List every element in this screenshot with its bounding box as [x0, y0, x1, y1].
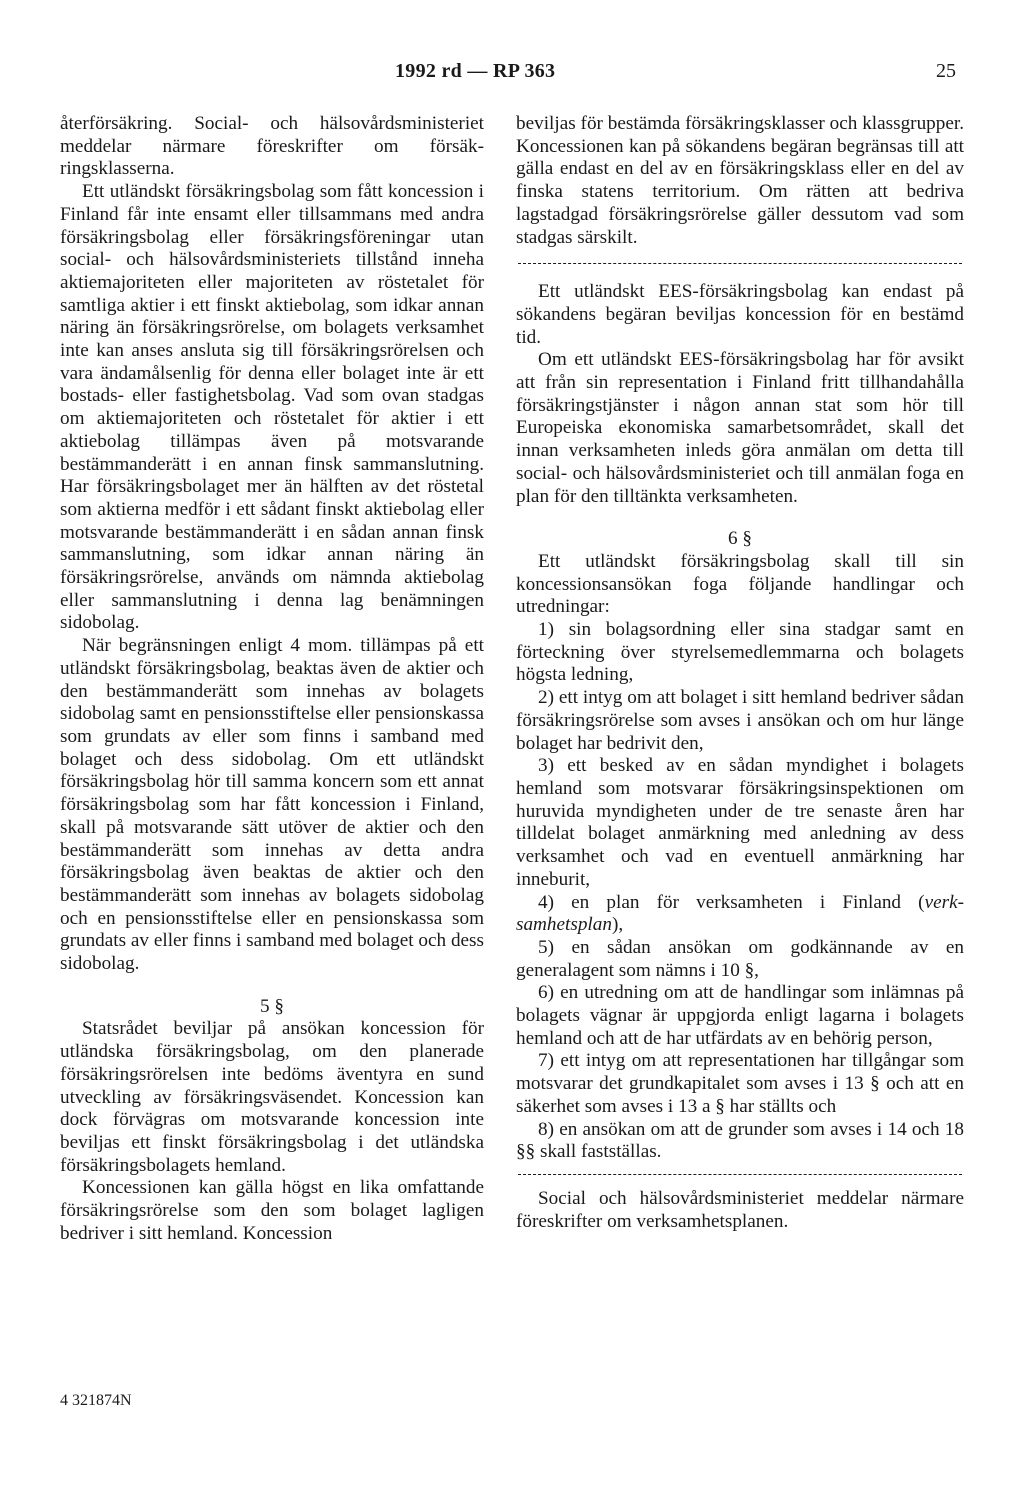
paragraph: När begränsningen enligt 4 mom. tillämpas på ett utländskt försäkringsbolag, beaktas även de aktier och den bestämmanderätt som innehas av bolagets sidobolag samt en pensionsstiftelse eller pensionskassa som grundats av eller som finns i samband med bolaget och dess sidobolag. Om ett utländskt försäkringsbolag hör till samma koncern som ett annat försäkringsbolag som har fått koncession i Finland, skall på motsvarande sätt utöver de aktier och den bestämmanderätt som innehas av detta andra försäkringsbolag även beaktas de aktier och den bestämmanderätt som innehas av bolagets sidobolag och en pensionsstiftelse eller en pensionskassa som grundats av eller finns i samband med bolaget och dess sidobolag.	[60, 635, 484, 975]
page-number: 25	[936, 60, 956, 82]
list-item: 5) en sådan ansökan om godkännande av en generalagent som nämns i 10 §,	[516, 936, 964, 981]
section-heading-6: 6 §	[728, 528, 752, 550]
section-heading-5: 5 §	[260, 995, 284, 1017]
paragraph: beviljas för bestämda försäkringsklasser och klassgrupper. Koncessionen kan på sökandens begäran begränsas till att gälla endast en del av en försäkringsklass eller en del av finska statens territorium. Om rätten att bedriva lagstadgad försäkringsrörelse gäller dessutom vad som stadgas särskilt.	[516, 113, 964, 248]
paragraph: Ett utländskt EES-försäkringsbolag kan endast på sökandens begäran beviljas koncession för en bestämd tid.	[516, 281, 964, 348]
paragraph: återförsäkring. Social- och hälsovårdsministeriet meddelar närmare föreskrifter om försäkringsklasserna.	[60, 113, 484, 180]
paragraph: Om ett utländskt EES-försäkringsbolag har för avsikt att från sin representation i Finland fritt tillhandahålla försäkringstjänster i någon annan stat som hör till Europeiska ekonomiska samarbetsområdet, skall det innan verksamheten inleds göra anmälan om detta till social- och hälsovårdsministeriet och till anmälan foga en plan för den tilltänkta verksamheten.	[516, 349, 964, 507]
paragraph: Statsrådet beviljar på ansökan koncession för utländska försäkringsbolag, om den planerade försäkringsrörelsen inte bedöms äventyra en sund utveckling av försäkringsväsendet. Koncession kan dock förvägras om motsvarande koncession inte beviljas ett finskt försäkringsbolag i det utländska försäkringsbolagets hemland.	[60, 1018, 484, 1176]
list-item: 8) en ansökan om att de grunder som avses i 14 och 18 §§ skall fastställas.	[516, 1118, 964, 1163]
paragraph: Koncessionen kan gälla högst en lika omfattande försäkringsrörelse som den som bolaget lagligen bedriver i sitt hemland. Koncession	[60, 1177, 484, 1244]
closing-paragraph: Social och hälsovårdsministeriet meddelar närmare föreskrifter om verksamhetsplanen.	[516, 1187, 964, 1232]
paragraph: Ett utländskt försäkringsbolag som fått koncession i Finland får inte ensamt eller tillsammans med andra försäkringsbolag eller försäkringsföreningar utan social- och hälsovårdsministeriets tillstånd inneha aktiemajoriteten eller majoriteten av röstetalet för samtliga aktier i ett finskt aktiebolag, som idkar annan näring än försäkringsrörelse, om bolagets verksamhet inte kan anses ansluta sig till försäkringsrörelsen och vara ändamålsenlig för denna eller bolaget inte är ett bostads- eller fastighetsbolag. Vad som ovan stadgas om aktiemajoriteten och röstetalet för aktier i ett aktiebolag tillämpas även på motsvarande bestämmanderätt i en annan finsk sammanslutning. Har försäkringsbolaget mer än hälften av det röstetal som aktierna medför i ett sådant finskt aktiebolag eller motsvarande bestämmanderätt i en sådan annan finsk sammanslutning, som idkar annan näring än försäkringsrörelse, används om nämnda aktiebolag eller sammanslutning i denna lag benämningen sidobolag.	[60, 181, 484, 634]
list-item: 2) ett intyg om att bolaget i sitt hemland bedriver sådan försäkringsrörelse som avses i ansökan och om hur länge bolaget har bedrivit den,	[516, 687, 964, 754]
list-item: 1) sin bolagsordning eller sina stadgar samt en förteckning över styrelsemedlemmarna och bolagets högsta ledning,	[516, 619, 964, 686]
section-intro: Ett utländskt försäkringsbolag skall till sin koncessionsansökan foga följande handlingar och utredningar:	[516, 550, 964, 618]
list-item: 6) en utredning om att de handlingar som inlämnas på bolagets vägnar är uppgjorda enligt lagarna i bolagets hemland och att de har utfärdats av en behörig person,	[516, 982, 964, 1049]
print-code: 4 321874N	[60, 1392, 132, 1409]
right-column	[516, 113, 964, 1233]
omission-divider	[518, 1174, 962, 1176]
omission-divider	[518, 263, 962, 265]
list-item	[516, 892, 964, 937]
item-text: ),	[611, 914, 624, 936]
item-italic-text: verksamhetsplan	[516, 891, 964, 936]
item-text: 4) en plan för verksamheten i Finland (	[538, 891, 925, 913]
list-item: 7) ett intyg om att representationen har tillgångar som motsvarar det grundkapitalet som avses i 13 § och att en säkerhet som avses i 13 a § har ställts och	[516, 1050, 964, 1117]
document-title: 1992 rd — RP 363	[395, 60, 556, 82]
left-column	[60, 113, 484, 1245]
page-header	[0, 60, 1024, 90]
list-item: 3) ett besked av en sådan myndighet i bolagets hemland som motsvarar försäkringsinspektionen om huruvida myndigheten under de tre senaste åren har tilldelat bolaget anmärkning med anledning av dess verksamhet och vad en eventuell anmärkning har inneburit,	[516, 755, 964, 890]
